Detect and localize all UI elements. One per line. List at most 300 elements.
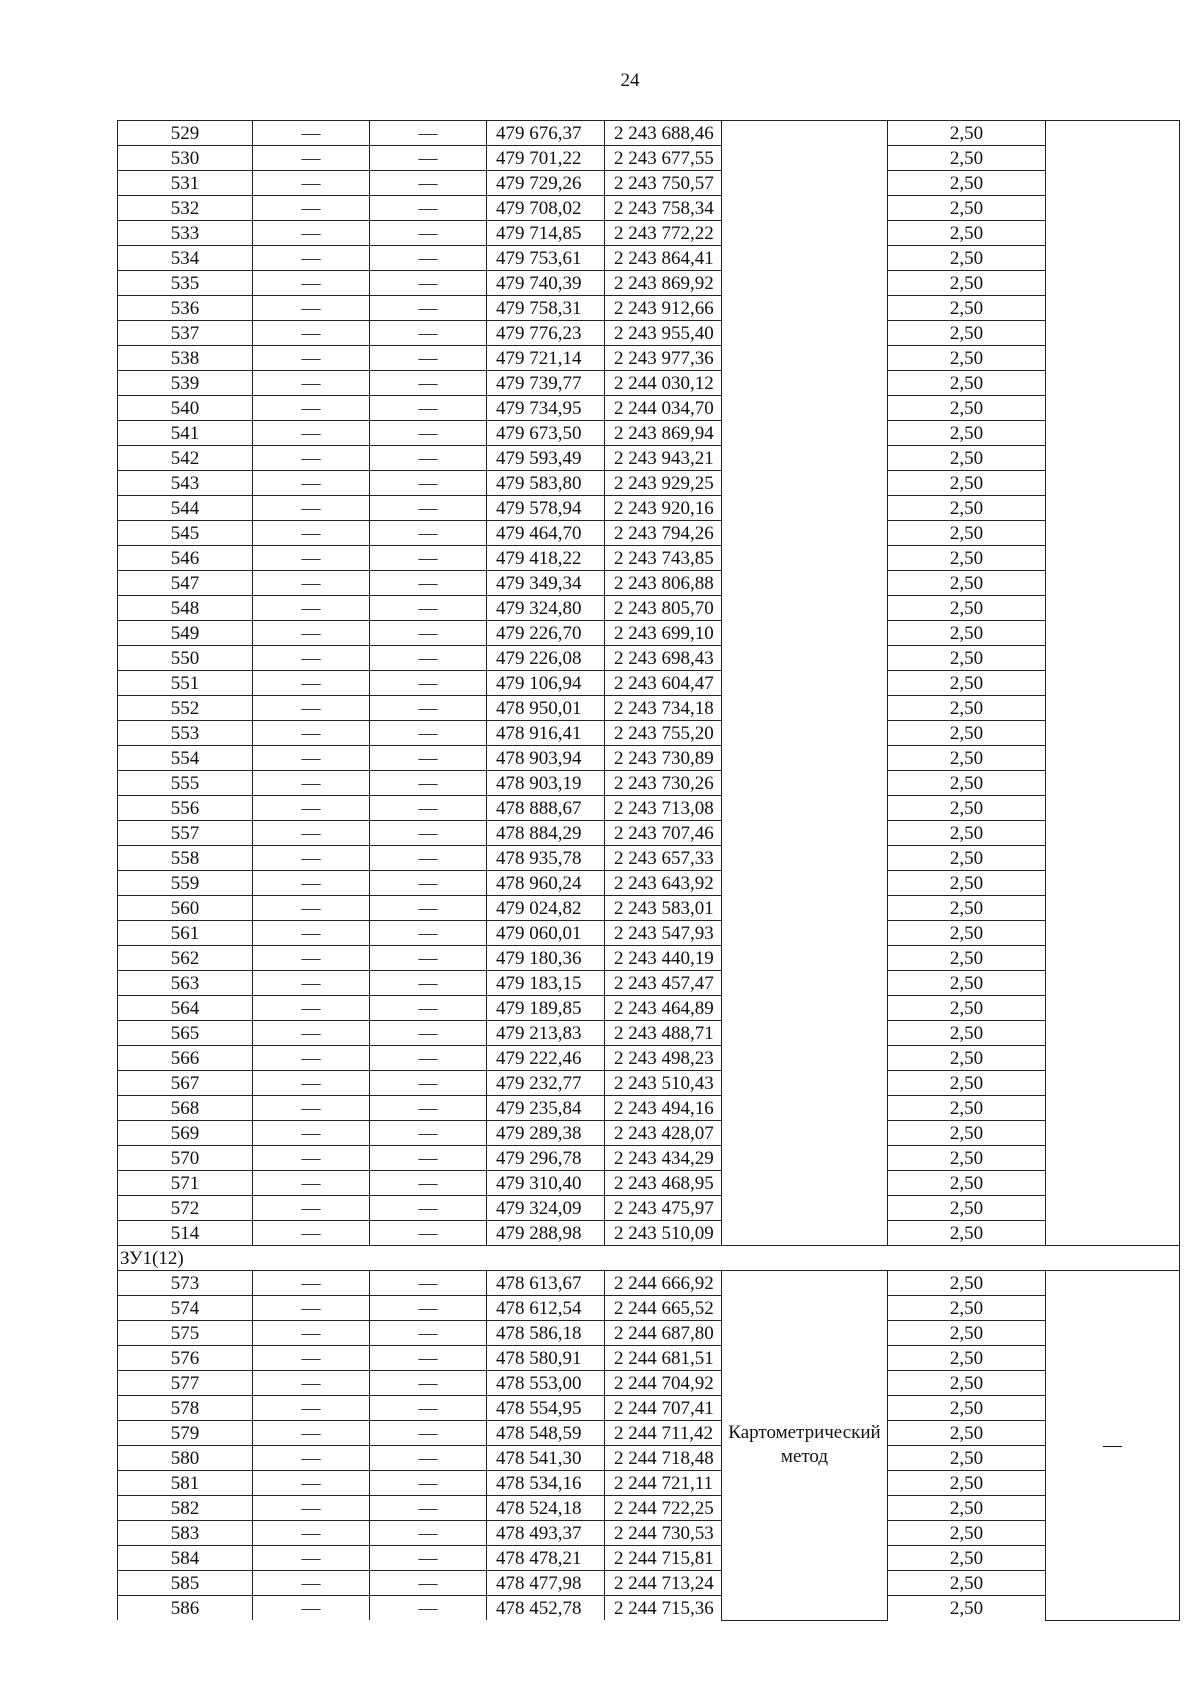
accuracy-cell: 2,50 xyxy=(888,871,1046,896)
y-coordinate-cell: 2 243 604,47 xyxy=(605,671,722,696)
point-number-cell: 565 xyxy=(118,1021,253,1046)
old-y-cell: — xyxy=(370,396,487,421)
table-row xyxy=(118,796,1180,821)
accuracy-cell: 2,50 xyxy=(888,1521,1046,1546)
accuracy-cell: 2,50 xyxy=(888,271,1046,296)
y-coordinate-cell: 2 243 869,92 xyxy=(605,271,722,296)
old-x-cell: — xyxy=(253,1596,370,1621)
note-cell: — xyxy=(1046,1271,1180,1621)
y-coordinate-cell: 2 243 772,22 xyxy=(605,221,722,246)
accuracy-cell: 2,50 xyxy=(888,471,1046,496)
table-row xyxy=(118,746,1180,771)
table-row xyxy=(118,1421,1180,1446)
x-coordinate-cell: 479 226,70 xyxy=(487,621,605,646)
y-coordinate-cell: 2 243 713,08 xyxy=(605,796,722,821)
old-y-cell: — xyxy=(370,496,487,521)
old-y-cell: — xyxy=(370,971,487,996)
table-row xyxy=(118,946,1180,971)
old-x-cell: — xyxy=(253,1171,370,1196)
old-y-cell: — xyxy=(370,121,487,146)
x-coordinate-cell: 479 758,31 xyxy=(487,296,605,321)
point-number-cell: 567 xyxy=(118,1071,253,1096)
old-y-cell: — xyxy=(370,646,487,671)
y-coordinate-cell: 2 243 929,25 xyxy=(605,471,722,496)
old-y-cell: — xyxy=(370,146,487,171)
page-number: 24 xyxy=(620,70,640,91)
y-coordinate-cell: 2 243 510,43 xyxy=(605,1071,722,1096)
table-row xyxy=(118,571,1180,596)
old-x-cell: — xyxy=(253,696,370,721)
x-coordinate-cell: 478 541,30 xyxy=(487,1446,605,1471)
old-y-cell: — xyxy=(370,171,487,196)
point-number-cell: 572 xyxy=(118,1196,253,1221)
y-coordinate-cell: 2 243 498,23 xyxy=(605,1046,722,1071)
x-coordinate-cell: 478 554,95 xyxy=(487,1396,605,1421)
old-x-cell: — xyxy=(253,1071,370,1096)
table-row xyxy=(118,1171,1180,1196)
old-x-cell: — xyxy=(253,671,370,696)
table-row xyxy=(118,146,1180,171)
old-y-cell: — xyxy=(370,1121,487,1146)
table-row xyxy=(118,821,1180,846)
old-x-cell: — xyxy=(253,796,370,821)
table-row xyxy=(118,1396,1180,1421)
old-y-cell: — xyxy=(370,321,487,346)
old-x-cell: — xyxy=(253,1146,370,1171)
point-number-cell: 560 xyxy=(118,896,253,921)
point-number-cell: 556 xyxy=(118,796,253,821)
y-coordinate-cell: 2 244 687,80 xyxy=(605,1321,722,1346)
y-coordinate-cell: 2 244 681,51 xyxy=(605,1346,722,1371)
y-coordinate-cell: 2 243 955,40 xyxy=(605,321,722,346)
y-coordinate-cell: 2 243 440,19 xyxy=(605,946,722,971)
x-coordinate-cell: 479 734,95 xyxy=(487,396,605,421)
x-coordinate-cell: 478 477,98 xyxy=(487,1571,605,1596)
x-coordinate-cell: 478 935,78 xyxy=(487,846,605,871)
accuracy-cell: 2,50 xyxy=(888,1571,1046,1596)
y-coordinate-cell: 2 243 475,97 xyxy=(605,1196,722,1221)
x-coordinate-cell: 479 739,77 xyxy=(487,371,605,396)
x-coordinate-cell: 478 524,18 xyxy=(487,1496,605,1521)
old-x-cell: — xyxy=(253,446,370,471)
old-x-cell: — xyxy=(253,746,370,771)
table-row xyxy=(118,496,1180,521)
y-coordinate-cell: 2 243 734,18 xyxy=(605,696,722,721)
point-number-cell: 535 xyxy=(118,271,253,296)
old-y-cell: — xyxy=(370,1571,487,1596)
y-coordinate-cell: 2 244 715,36 xyxy=(605,1596,722,1621)
table-row xyxy=(118,646,1180,671)
x-coordinate-cell: 479 708,02 xyxy=(487,196,605,221)
old-y-cell: — xyxy=(370,571,487,596)
old-y-cell: — xyxy=(370,546,487,571)
y-coordinate-cell: 2 243 912,66 xyxy=(605,296,722,321)
old-y-cell: — xyxy=(370,221,487,246)
point-number-cell: 541 xyxy=(118,421,253,446)
point-number-cell: 576 xyxy=(118,1346,253,1371)
old-y-cell: — xyxy=(370,1271,487,1296)
table-row xyxy=(118,1471,1180,1496)
table-row xyxy=(118,596,1180,621)
accuracy-cell: 2,50 xyxy=(888,571,1046,596)
accuracy-cell: 2,50 xyxy=(888,296,1046,321)
old-x-cell: — xyxy=(253,471,370,496)
point-number-cell: 581 xyxy=(118,1471,253,1496)
point-number-cell: 585 xyxy=(118,1571,253,1596)
point-number-cell: 539 xyxy=(118,371,253,396)
x-coordinate-cell: 479 183,15 xyxy=(487,971,605,996)
y-coordinate-cell: 2 243 730,89 xyxy=(605,746,722,771)
x-coordinate-cell: 479 235,84 xyxy=(487,1096,605,1121)
point-number-cell: 562 xyxy=(118,946,253,971)
old-y-cell: — xyxy=(370,996,487,1021)
x-coordinate-cell: 479 701,22 xyxy=(487,146,605,171)
point-number-cell: 583 xyxy=(118,1521,253,1546)
old-y-cell: — xyxy=(370,896,487,921)
old-y-cell: — xyxy=(370,921,487,946)
old-x-cell: — xyxy=(253,296,370,321)
old-x-cell: — xyxy=(253,1371,370,1396)
y-coordinate-cell: 2 243 583,01 xyxy=(605,896,722,921)
point-number-cell: 578 xyxy=(118,1396,253,1421)
y-coordinate-cell: 2 244 030,12 xyxy=(605,371,722,396)
accuracy-cell: 2,50 xyxy=(888,1296,1046,1321)
point-number-cell: 579 xyxy=(118,1421,253,1446)
old-y-cell: — xyxy=(370,446,487,471)
table-row xyxy=(118,1071,1180,1096)
table-row xyxy=(118,671,1180,696)
x-coordinate-cell: 479 729,26 xyxy=(487,171,605,196)
accuracy-cell: 2,50 xyxy=(888,721,1046,746)
accuracy-cell: 2,50 xyxy=(888,1271,1046,1296)
x-coordinate-cell: 479 222,46 xyxy=(487,1046,605,1071)
old-y-cell: — xyxy=(370,796,487,821)
old-y-cell: — xyxy=(370,696,487,721)
old-y-cell: — xyxy=(370,346,487,371)
old-x-cell: — xyxy=(253,1271,370,1296)
table-row xyxy=(118,846,1180,871)
y-coordinate-cell: 2 244 730,53 xyxy=(605,1521,722,1546)
point-number-cell: 545 xyxy=(118,521,253,546)
x-coordinate-cell: 479 189,85 xyxy=(487,996,605,1021)
old-y-cell: — xyxy=(370,946,487,971)
old-y-cell: — xyxy=(370,1021,487,1046)
x-coordinate-cell: 479 232,77 xyxy=(487,1071,605,1096)
old-x-cell: — xyxy=(253,321,370,346)
point-number-cell: 569 xyxy=(118,1121,253,1146)
x-coordinate-cell: 478 586,18 xyxy=(487,1321,605,1346)
accuracy-cell: 2,50 xyxy=(888,1171,1046,1196)
old-x-cell: — xyxy=(253,1046,370,1071)
y-coordinate-cell: 2 243 707,46 xyxy=(605,821,722,846)
y-coordinate-cell: 2 244 704,92 xyxy=(605,1371,722,1396)
old-x-cell: — xyxy=(253,246,370,271)
table-row xyxy=(118,396,1180,421)
old-x-cell: — xyxy=(253,1321,370,1346)
old-y-cell: — xyxy=(370,1096,487,1121)
old-y-cell: — xyxy=(370,1596,487,1621)
y-coordinate-cell: 2 243 730,26 xyxy=(605,771,722,796)
y-coordinate-cell: 2 243 488,71 xyxy=(605,1021,722,1046)
y-coordinate-cell: 2 243 464,89 xyxy=(605,996,722,1021)
y-coordinate-cell: 2 244 711,42 xyxy=(605,1421,722,1446)
table-row xyxy=(118,1096,1180,1121)
x-coordinate-cell: 479 753,61 xyxy=(487,246,605,271)
point-number-cell: 532 xyxy=(118,196,253,221)
point-number-cell: 561 xyxy=(118,921,253,946)
y-coordinate-cell: 2 244 713,24 xyxy=(605,1571,722,1596)
table-row xyxy=(118,296,1180,321)
point-number-cell: 534 xyxy=(118,246,253,271)
old-y-cell: — xyxy=(370,621,487,646)
point-number-cell: 582 xyxy=(118,1496,253,1521)
point-number-cell: 548 xyxy=(118,596,253,621)
accuracy-cell: 2,50 xyxy=(888,521,1046,546)
old-y-cell: — xyxy=(370,1346,487,1371)
point-number-cell: 573 xyxy=(118,1271,253,1296)
old-y-cell: — xyxy=(370,421,487,446)
table-row xyxy=(118,371,1180,396)
old-x-cell: — xyxy=(253,596,370,621)
y-coordinate-cell: 2 243 755,20 xyxy=(605,721,722,746)
old-y-cell: — xyxy=(370,1146,487,1171)
x-coordinate-cell: 479 593,49 xyxy=(487,446,605,471)
table-row xyxy=(118,1146,1180,1171)
x-coordinate-cell: 479 324,09 xyxy=(487,1196,605,1221)
y-coordinate-cell: 2 243 699,10 xyxy=(605,621,722,646)
x-coordinate-cell: 478 903,19 xyxy=(487,771,605,796)
x-coordinate-cell: 478 613,67 xyxy=(487,1271,605,1296)
old-y-cell: — xyxy=(370,1046,487,1071)
accuracy-cell: 2,50 xyxy=(888,771,1046,796)
x-coordinate-cell: 479 740,39 xyxy=(487,271,605,296)
y-coordinate-cell: 2 243 494,16 xyxy=(605,1096,722,1121)
accuracy-cell: 2,50 xyxy=(888,1421,1046,1446)
y-coordinate-cell: 2 243 869,94 xyxy=(605,421,722,446)
point-number-cell: 542 xyxy=(118,446,253,471)
old-x-cell: — xyxy=(253,521,370,546)
accuracy-cell: 2,50 xyxy=(888,1021,1046,1046)
old-x-cell: — xyxy=(253,996,370,1021)
point-number-cell: 531 xyxy=(118,171,253,196)
accuracy-cell: 2,50 xyxy=(888,646,1046,671)
accuracy-cell: 2,50 xyxy=(888,146,1046,171)
old-y-cell: — xyxy=(370,721,487,746)
old-x-cell: — xyxy=(253,371,370,396)
accuracy-cell: 2,50 xyxy=(888,1446,1046,1471)
y-coordinate-cell: 2 244 715,81 xyxy=(605,1546,722,1571)
accuracy-cell: 2,50 xyxy=(888,1321,1046,1346)
accuracy-cell: 2,50 xyxy=(888,1346,1046,1371)
point-number-cell: 571 xyxy=(118,1171,253,1196)
x-coordinate-cell: 478 452,78 xyxy=(487,1596,605,1621)
point-number-cell: 514 xyxy=(118,1221,253,1246)
accuracy-cell: 2,50 xyxy=(888,896,1046,921)
table-row xyxy=(118,171,1180,196)
old-x-cell: — xyxy=(253,946,370,971)
point-number-cell: 574 xyxy=(118,1296,253,1321)
accuracy-cell: 2,50 xyxy=(888,346,1046,371)
old-y-cell: — xyxy=(370,246,487,271)
y-coordinate-cell: 2 244 707,41 xyxy=(605,1396,722,1421)
accuracy-cell: 2,50 xyxy=(888,396,1046,421)
old-x-cell: — xyxy=(253,1021,370,1046)
x-coordinate-cell: 479 024,82 xyxy=(487,896,605,921)
table-row xyxy=(118,1296,1180,1321)
table-row xyxy=(118,1496,1180,1521)
x-coordinate-cell: 478 884,29 xyxy=(487,821,605,846)
coordinates-table xyxy=(117,120,1180,1621)
y-coordinate-cell: 2 244 666,92 xyxy=(605,1271,722,1296)
point-number-cell: 568 xyxy=(118,1096,253,1121)
old-x-cell: — xyxy=(253,146,370,171)
y-coordinate-cell: 2 244 721,11 xyxy=(605,1471,722,1496)
old-y-cell: — xyxy=(370,821,487,846)
table-row xyxy=(118,771,1180,796)
accuracy-cell: 2,50 xyxy=(888,1371,1046,1396)
table-row xyxy=(118,1196,1180,1221)
point-number-cell: 550 xyxy=(118,646,253,671)
old-y-cell: — xyxy=(370,1496,487,1521)
point-number-cell: 559 xyxy=(118,871,253,896)
table-row xyxy=(118,721,1180,746)
x-coordinate-cell: 479 060,01 xyxy=(487,921,605,946)
accuracy-cell: 2,50 xyxy=(888,1396,1046,1421)
table-row xyxy=(118,971,1180,996)
accuracy-cell: 2,50 xyxy=(888,696,1046,721)
point-number-cell: 586 xyxy=(118,1596,253,1621)
old-x-cell: — xyxy=(253,1221,370,1246)
accuracy-cell: 2,50 xyxy=(888,1046,1046,1071)
point-number-cell: 537 xyxy=(118,321,253,346)
point-number-cell: 577 xyxy=(118,1371,253,1396)
x-coordinate-cell: 479 180,36 xyxy=(487,946,605,971)
y-coordinate-cell: 2 243 864,41 xyxy=(605,246,722,271)
point-number-cell: 563 xyxy=(118,971,253,996)
old-x-cell: — xyxy=(253,421,370,446)
point-number-cell: 547 xyxy=(118,571,253,596)
accuracy-cell: 2,50 xyxy=(888,546,1046,571)
point-number-cell: 546 xyxy=(118,546,253,571)
table-row xyxy=(118,621,1180,646)
old-y-cell: — xyxy=(370,771,487,796)
y-coordinate-cell: 2 243 428,07 xyxy=(605,1121,722,1146)
table-row xyxy=(118,321,1180,346)
old-y-cell: — xyxy=(370,1421,487,1446)
table-row xyxy=(118,1571,1180,1596)
table-row xyxy=(118,896,1180,921)
x-coordinate-cell: 478 493,37 xyxy=(487,1521,605,1546)
old-y-cell: — xyxy=(370,196,487,221)
accuracy-cell: 2,50 xyxy=(888,1471,1046,1496)
old-x-cell: — xyxy=(253,271,370,296)
section-label: ЗУ1(12) xyxy=(118,1246,1180,1271)
old-y-cell: — xyxy=(370,521,487,546)
x-coordinate-cell: 478 534,16 xyxy=(487,1471,605,1496)
accuracy-cell: 2,50 xyxy=(888,946,1046,971)
accuracy-cell: 2,50 xyxy=(888,821,1046,846)
old-y-cell: — xyxy=(370,1396,487,1421)
x-coordinate-cell: 479 226,08 xyxy=(487,646,605,671)
accuracy-cell: 2,50 xyxy=(888,496,1046,521)
note-cell xyxy=(1046,121,1180,1246)
old-x-cell: — xyxy=(253,921,370,946)
accuracy-cell: 2,50 xyxy=(888,671,1046,696)
old-x-cell: — xyxy=(253,171,370,196)
x-coordinate-cell: 478 950,01 xyxy=(487,696,605,721)
x-coordinate-cell: 479 464,70 xyxy=(487,521,605,546)
old-x-cell: — xyxy=(253,1096,370,1121)
y-coordinate-cell: 2 243 758,34 xyxy=(605,196,722,221)
point-number-cell: 564 xyxy=(118,996,253,1021)
accuracy-cell: 2,50 xyxy=(888,796,1046,821)
point-number-cell: 538 xyxy=(118,346,253,371)
table-row xyxy=(118,346,1180,371)
y-coordinate-cell: 2 244 722,25 xyxy=(605,1496,722,1521)
old-x-cell: — xyxy=(253,1521,370,1546)
accuracy-cell: 2,50 xyxy=(888,1496,1046,1521)
table-row xyxy=(118,446,1180,471)
y-coordinate-cell: 2 244 718,48 xyxy=(605,1446,722,1471)
accuracy-cell: 2,50 xyxy=(888,221,1046,246)
accuracy-cell: 2,50 xyxy=(888,321,1046,346)
y-coordinate-cell: 2 243 547,93 xyxy=(605,921,722,946)
old-x-cell: — xyxy=(253,346,370,371)
old-x-cell: — xyxy=(253,1121,370,1146)
y-coordinate-cell: 2 243 677,55 xyxy=(605,146,722,171)
table-row xyxy=(118,696,1180,721)
table-row xyxy=(118,471,1180,496)
old-x-cell: — xyxy=(253,771,370,796)
point-number-cell: 558 xyxy=(118,846,253,871)
x-coordinate-cell: 479 213,83 xyxy=(487,1021,605,1046)
x-coordinate-cell: 479 578,94 xyxy=(487,496,605,521)
x-coordinate-cell: 479 721,14 xyxy=(487,346,605,371)
old-y-cell: — xyxy=(370,1171,487,1196)
table-row xyxy=(118,871,1180,896)
accuracy-cell: 2,50 xyxy=(888,121,1046,146)
point-number-cell: 557 xyxy=(118,821,253,846)
table-row xyxy=(118,1346,1180,1371)
point-number-cell: 543 xyxy=(118,471,253,496)
table-row xyxy=(118,1596,1180,1621)
old-x-cell: — xyxy=(253,1421,370,1446)
table-row xyxy=(118,1546,1180,1571)
point-number-cell: 544 xyxy=(118,496,253,521)
old-x-cell: — xyxy=(253,646,370,671)
old-y-cell: — xyxy=(370,1546,487,1571)
x-coordinate-cell: 479 776,23 xyxy=(487,321,605,346)
accuracy-cell: 2,50 xyxy=(888,921,1046,946)
accuracy-cell: 2,50 xyxy=(888,171,1046,196)
x-coordinate-cell: 478 548,59 xyxy=(487,1421,605,1446)
old-x-cell: — xyxy=(253,971,370,996)
old-x-cell: — xyxy=(253,571,370,596)
accuracy-cell: 2,50 xyxy=(888,421,1046,446)
x-coordinate-cell: 478 553,00 xyxy=(487,1371,605,1396)
old-x-cell: — xyxy=(253,1546,370,1571)
old-y-cell: — xyxy=(370,1446,487,1471)
old-y-cell: — xyxy=(370,1371,487,1396)
x-coordinate-cell: 478 888,67 xyxy=(487,796,605,821)
x-coordinate-cell: 479 349,34 xyxy=(487,571,605,596)
old-y-cell: — xyxy=(370,296,487,321)
point-number-cell: 554 xyxy=(118,746,253,771)
old-y-cell: — xyxy=(370,1521,487,1546)
old-y-cell: — xyxy=(370,746,487,771)
point-number-cell: 549 xyxy=(118,621,253,646)
y-coordinate-cell: 2 243 510,09 xyxy=(605,1221,722,1246)
